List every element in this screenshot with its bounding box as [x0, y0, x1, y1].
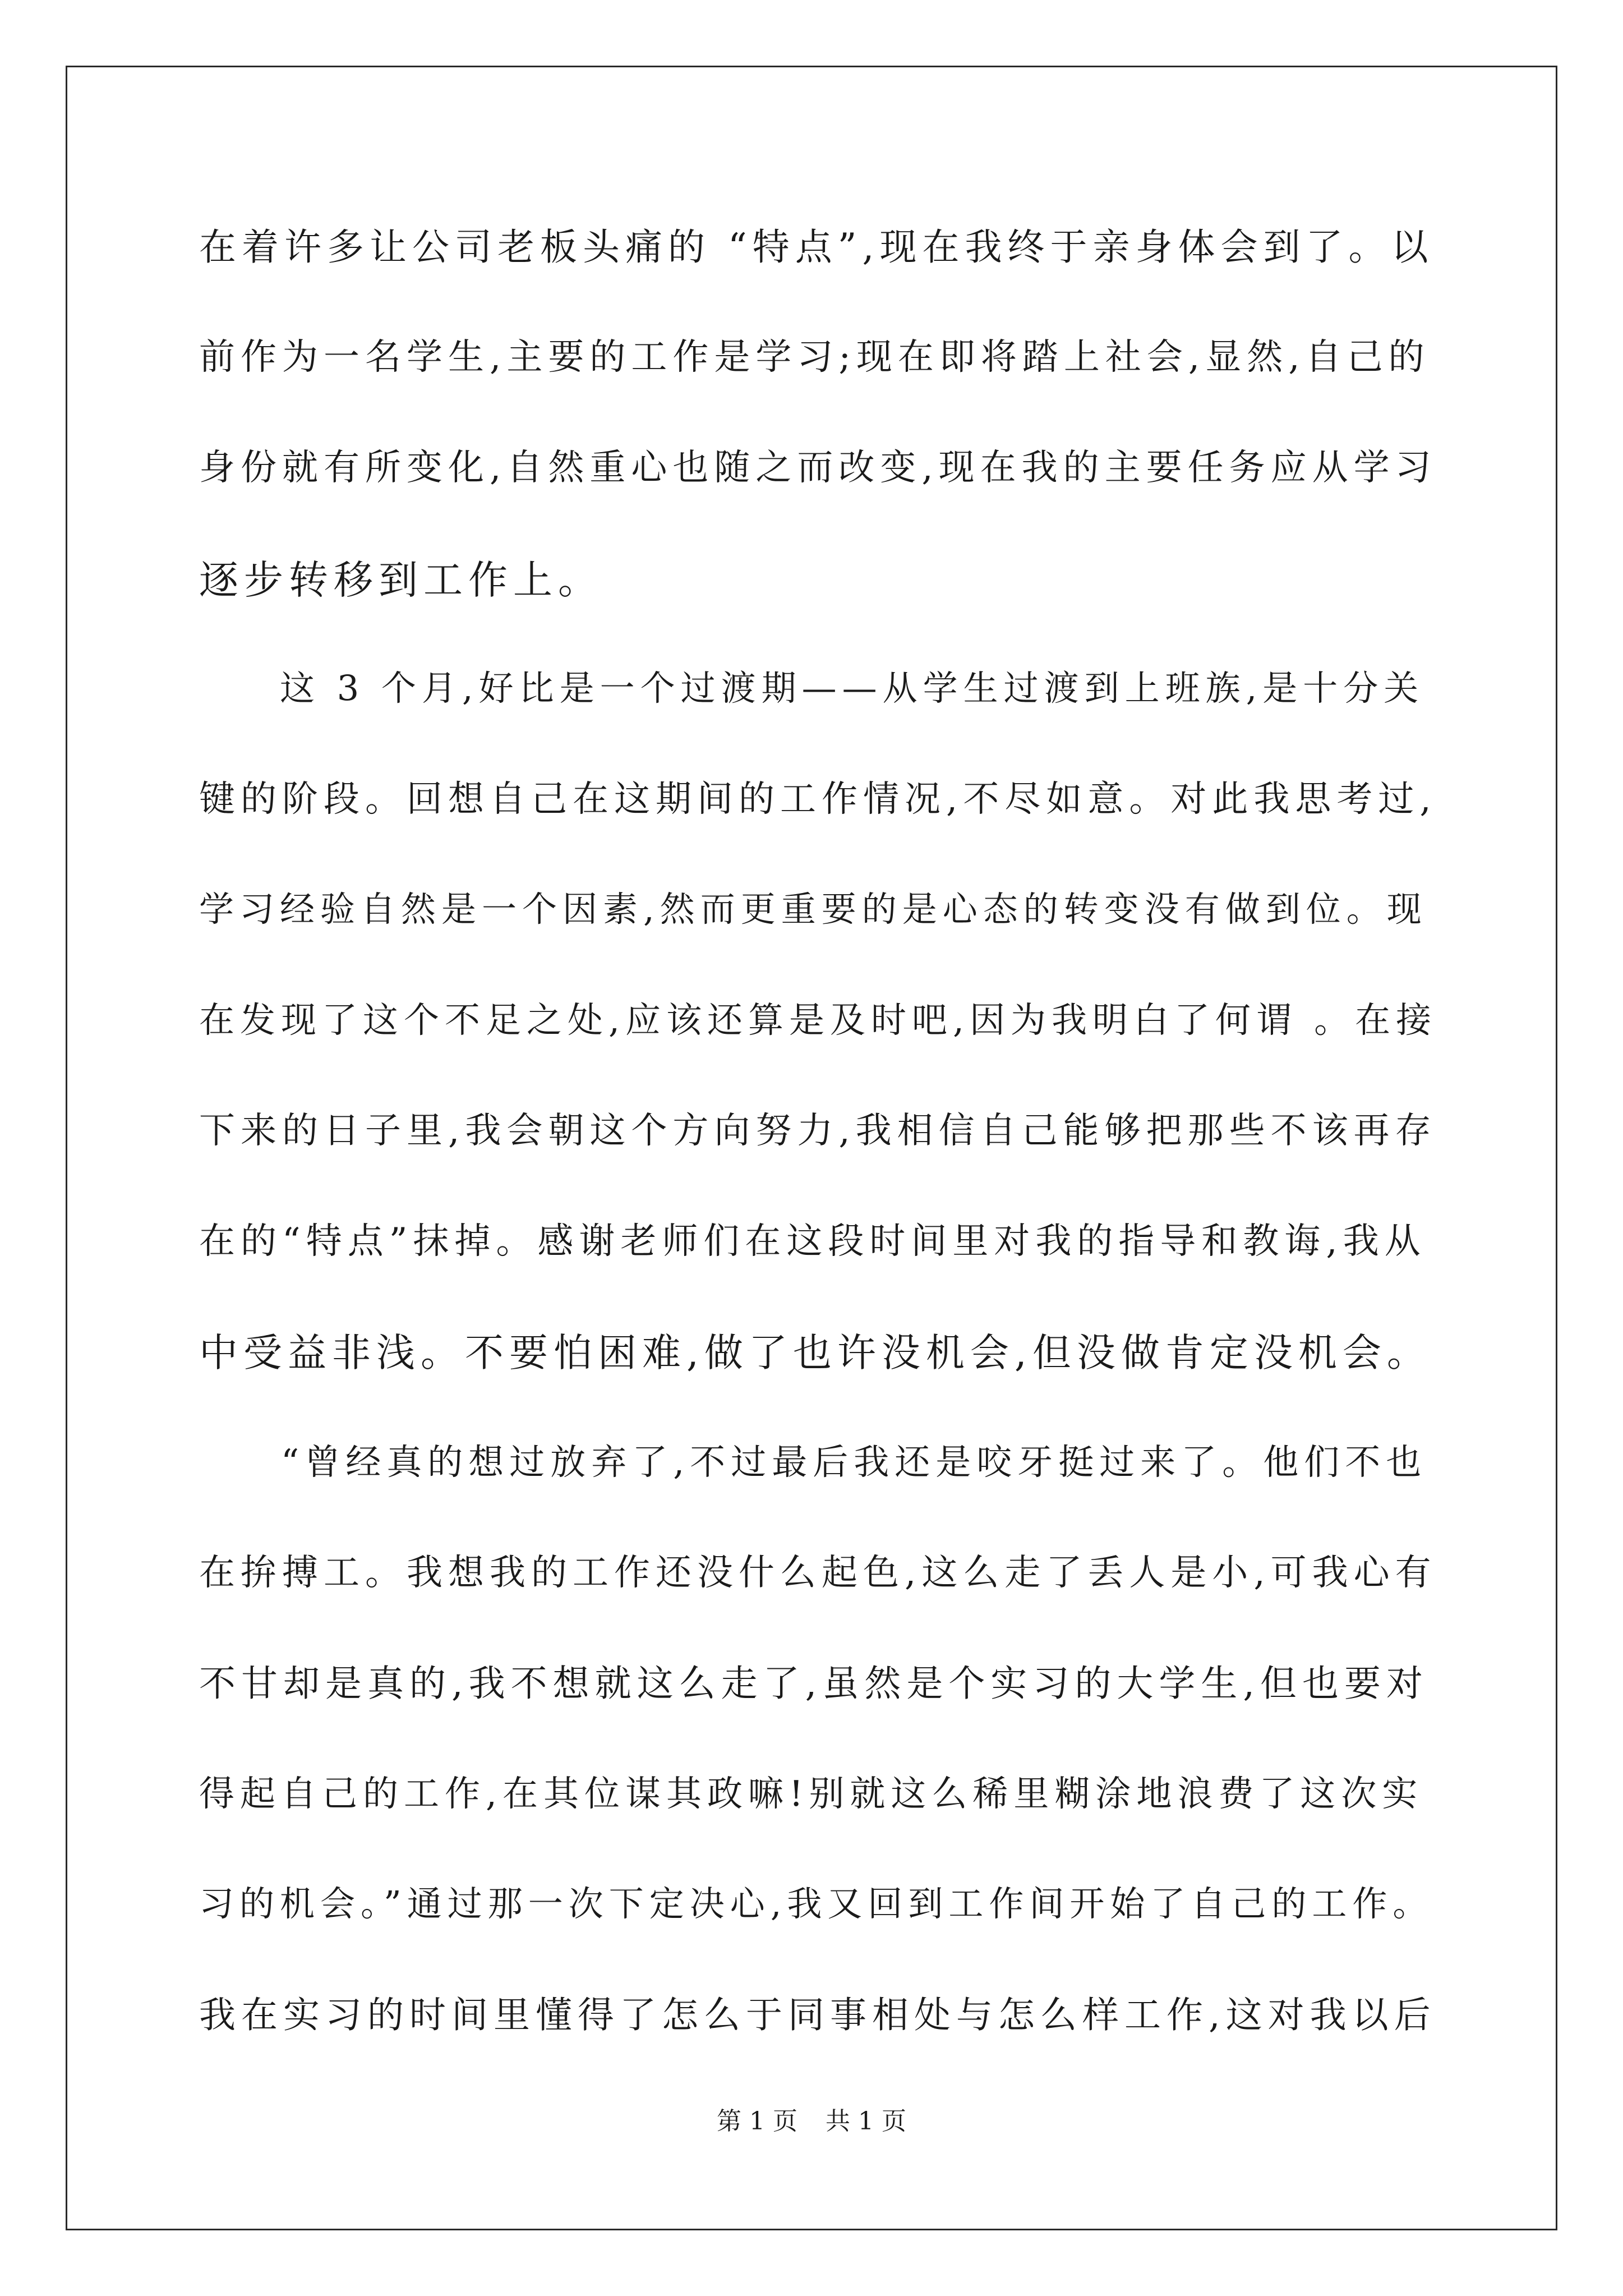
text-line: 前作为一名学生,主要的工作是学习;现在即将踏上社会,显然,自己的: [199, 337, 1430, 378]
text-line: 在的“特点”抹掉。感谢老师们在这段时间里对我的指导和教诲,我从: [199, 1221, 1426, 1262]
text-line: 我在实习的时间里懂得了怎么于同事相处与怎么样工作,这对我以后: [199, 1994, 1436, 2036]
text-line: 学习经验自然是一个因素,然而更重要的是心态的转变没有做到位。现: [199, 889, 1427, 930]
text-line: “曾经真的想过放弃了,不过最后我还是咬牙挺过来了。他们不也: [199, 1442, 1427, 1483]
text-line: 键的阶段。回想自己在这期间的工作情况,不尽如意。对此我思考过,: [199, 779, 1437, 820]
text-line: 身份就有所变化,自然重心也随之而改变,现在我的主要任务应从学习: [199, 447, 1437, 489]
text-line: 这 3 个月,好比是一个过渡期——从学生过渡到上班族,是十分关: [199, 668, 1424, 708]
page-number: 第 1 页: [717, 2107, 797, 2136]
text-line: 得起自己的工作,在其位谋其政嘛!别就这么稀里糊涂地浪费了这次实: [199, 1773, 1423, 1814]
text-line: 下来的日子里,我会朝这个方向努力,我相信自己能够把那些不该再存: [199, 1110, 1437, 1152]
page-footer: [0, 2109, 1623, 2134]
text-line: 习的机会。”通过那一次下定决心,我又回到工作间开始了自己的工作。: [199, 1883, 1433, 1924]
text-line: 中受益非浅。不要怕困难,做了也许没机会,但没做肯定没机会。: [199, 1331, 1431, 1375]
text-line: 在发现了这个不足之处,应该还算是及时吧,因为我明白了何谓 。在接: [199, 1000, 1437, 1041]
page-total: 共 1 页: [826, 2107, 906, 2136]
text-line: 在拚搏工。我想我的工作还没什么起色,这么走了丢人是小,可我心有: [199, 1552, 1437, 1594]
text-line: 不甘却是真的,我不想就这么走了,虽然是个实习的大学生,但也要对: [199, 1663, 1428, 1705]
text-line: 逐步转移到工作上。: [199, 557, 603, 603]
text-line: 在着许多让公司老板头痛的 “特点”,现在我终于亲身体会到了。以: [199, 226, 1434, 269]
